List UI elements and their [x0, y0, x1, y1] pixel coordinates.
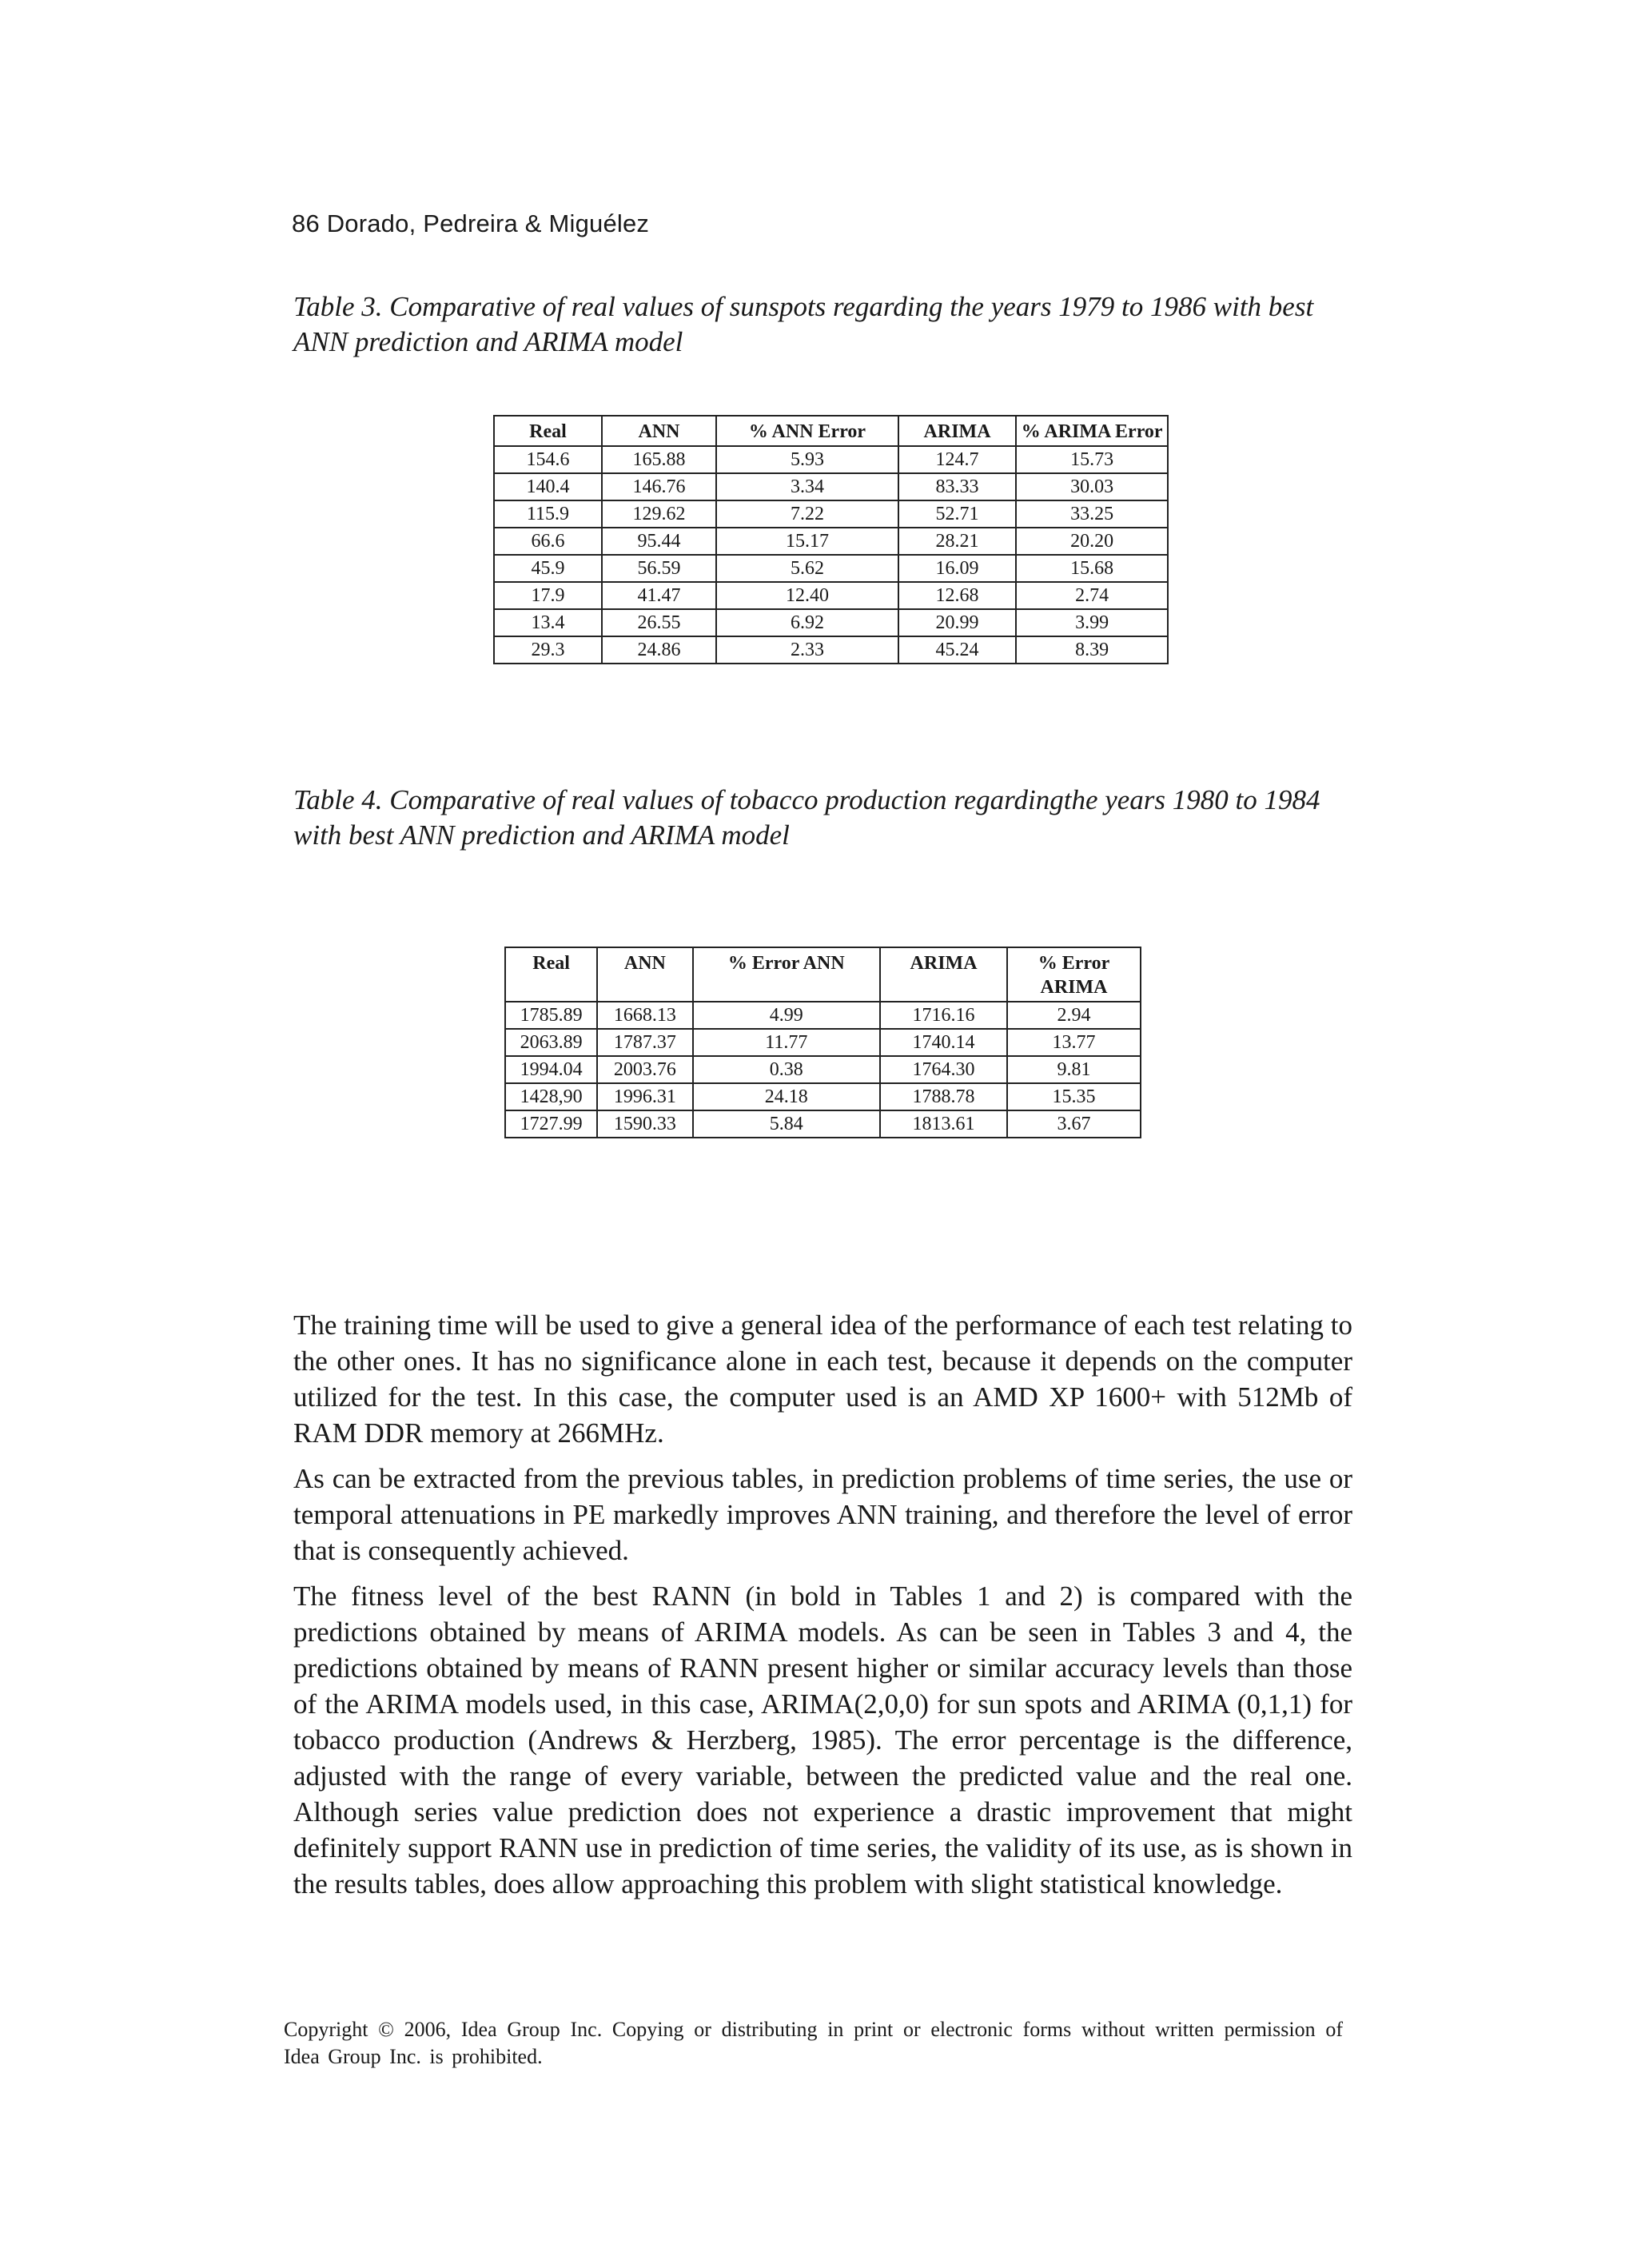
table-cell: 15.35	[1007, 1083, 1141, 1110]
column-header: % Error ANN	[693, 947, 881, 1002]
table-cell: 129.62	[602, 500, 716, 528]
table-cell: 1996.31	[597, 1083, 692, 1110]
table-cell: 12.68	[898, 582, 1017, 609]
table-row	[494, 609, 1168, 636]
table3	[493, 415, 1169, 664]
table-cell: 1788.78	[880, 1083, 1007, 1110]
table-cell: 1590.33	[597, 1110, 692, 1138]
table-cell: 1428,90	[505, 1083, 597, 1110]
table-cell: 30.03	[1016, 473, 1168, 500]
column-header: ANN	[597, 947, 692, 1002]
table-cell: 1787.37	[597, 1029, 692, 1056]
table-cell: 11.77	[693, 1029, 881, 1056]
table-cell: 2.94	[1007, 1002, 1141, 1029]
table-row	[505, 1056, 1141, 1083]
table-cell: 13.77	[1007, 1029, 1141, 1056]
table-cell: 1764.30	[880, 1056, 1007, 1083]
table-cell: 1668.13	[597, 1002, 692, 1029]
table-row	[494, 446, 1168, 473]
table-row	[505, 1110, 1141, 1138]
table-cell: 7.22	[716, 500, 898, 528]
table-cell: 83.33	[898, 473, 1017, 500]
column-header: % Error ARIMA	[1007, 947, 1141, 1002]
paragraph: The training time will be used to give a general idea of the performance of each test relating to the other ones. It has no significance alone in each test, because it depends on the computer utilized for the test. In this case, the computer used is an AMD XP 1600+ with 512Mb of RAM DDR memory at 266MHz.	[293, 1309, 1352, 1449]
table-cell: 140.4	[494, 473, 602, 500]
table-row	[494, 636, 1168, 664]
table-cell: 24.86	[602, 636, 716, 664]
column-header: ARIMA	[898, 416, 1017, 446]
table-cell: 9.81	[1007, 1056, 1141, 1083]
table-cell: 3.99	[1016, 609, 1168, 636]
table-cell: 115.9	[494, 500, 602, 528]
table-cell: 3.67	[1007, 1110, 1141, 1138]
table-row	[505, 1002, 1141, 1029]
table-cell: 8.39	[1016, 636, 1168, 664]
table-cell: 52.71	[898, 500, 1017, 528]
column-header: Real	[505, 947, 597, 1002]
table-cell: 17.9	[494, 582, 602, 609]
table-cell: 1716.16	[880, 1002, 1007, 1029]
table-cell: 13.4	[494, 609, 602, 636]
table-cell: 95.44	[602, 528, 716, 555]
table-row	[494, 582, 1168, 609]
table-cell: 1994.04	[505, 1056, 597, 1083]
table-cell: 165.88	[602, 446, 716, 473]
table-cell: 3.34	[716, 473, 898, 500]
table-cell: 15.68	[1016, 555, 1168, 582]
table-cell: 41.47	[602, 582, 716, 609]
table-cell: 1785.89	[505, 1002, 597, 1029]
table-cell: 66.6	[494, 528, 602, 555]
running-head: 86 Dorado, Pedreira & Miguélez	[292, 209, 650, 237]
table-cell: 2063.89	[505, 1029, 597, 1056]
paragraph: The fitness level of the best RANN (in bold in Tables 1 and 2) is compared with the predictions obtained by means of ARIMA models. As can be seen in Tables 3 and 4, the predictions obtained by means of RANN present higher or similar accuracy levels than those of the ARIMA models used, in this case, ARIMA(2,0,0) for sun spots and ARIMA (0,1,1) for tobacco production (Andrews & Herzberg, 1985). The error percentage is the difference, adjusted with the range of every variable, between the predicted value and the real one. Although series value prediction does not experience a drastic improvement that might definitely support RANN use in prediction of time series, the validity of its use, as is shown in the results tables, does allow approaching this problem with slight statistical knowledge.	[293, 1580, 1352, 1899]
table-cell: 15.17	[716, 528, 898, 555]
table-cell: 12.40	[716, 582, 898, 609]
table-cell: 45.24	[898, 636, 1017, 664]
column-header: ANN	[602, 416, 716, 446]
column-header: Real	[494, 416, 602, 446]
table-cell: 1740.14	[880, 1029, 1007, 1056]
column-header: % ARIMA Error	[1016, 416, 1168, 446]
table-cell: 0.38	[693, 1056, 881, 1083]
table-cell: 2003.76	[597, 1056, 692, 1083]
table-cell: 33.25	[1016, 500, 1168, 528]
table-row	[505, 1029, 1141, 1056]
table-cell: 2.74	[1016, 582, 1168, 609]
table-cell: 6.92	[716, 609, 898, 636]
table-cell: 20.20	[1016, 528, 1168, 555]
table-cell: 15.73	[1016, 446, 1168, 473]
table-cell: 5.93	[716, 446, 898, 473]
table-row	[494, 500, 1168, 528]
table-cell: 28.21	[898, 528, 1017, 555]
table-cell: 20.99	[898, 609, 1017, 636]
table-cell: 146.76	[602, 473, 716, 500]
table-row	[494, 555, 1168, 582]
table-header-row	[494, 416, 1168, 446]
table-cell: 4.99	[693, 1002, 881, 1029]
table-row	[505, 1083, 1141, 1110]
table-row	[494, 473, 1168, 500]
table-cell: 26.55	[602, 609, 716, 636]
table-cell: 56.59	[602, 555, 716, 582]
table-cell: 154.6	[494, 446, 602, 473]
table4-caption: Table 4. Comparative of real values of tobacco production regardingthe years 1980 to 1984 with best ANN prediction and ARIMA model	[293, 784, 1320, 851]
table-cell: 24.18	[693, 1083, 881, 1110]
table-cell: 5.84	[693, 1110, 881, 1138]
table4	[504, 947, 1141, 1138]
table-cell: 16.09	[898, 555, 1017, 582]
column-header: ARIMA	[880, 947, 1007, 1002]
copyright-footer: Copyright © 2006, Idea Group Inc. Copying or distributing in print or electronic forms without written permission of Idea Group Inc. is prohibited.	[284, 2018, 1343, 2068]
table-cell: 5.62	[716, 555, 898, 582]
table-row	[494, 528, 1168, 555]
table-cell: 124.7	[898, 446, 1017, 473]
table3-caption: Table 3. Comparative of real values of sunspots regarding the years 1979 to 1986 with best ANN prediction and ARIMA model	[293, 291, 1314, 357]
table-cell: 29.3	[494, 636, 602, 664]
table-cell: 1727.99	[505, 1110, 597, 1138]
table-header-row	[505, 947, 1141, 1002]
column-header: % ANN Error	[716, 416, 898, 446]
table-cell: 1813.61	[880, 1110, 1007, 1138]
table-cell: 2.33	[716, 636, 898, 664]
paragraph: As can be extracted from the previous tables, in prediction problems of time series, the use or temporal attenuations in PE markedly improves ANN training, and therefore the level of error that is consequently achieved.	[293, 1463, 1352, 1566]
body-text	[293, 1307, 1352, 1911]
table-cell: 45.9	[494, 555, 602, 582]
